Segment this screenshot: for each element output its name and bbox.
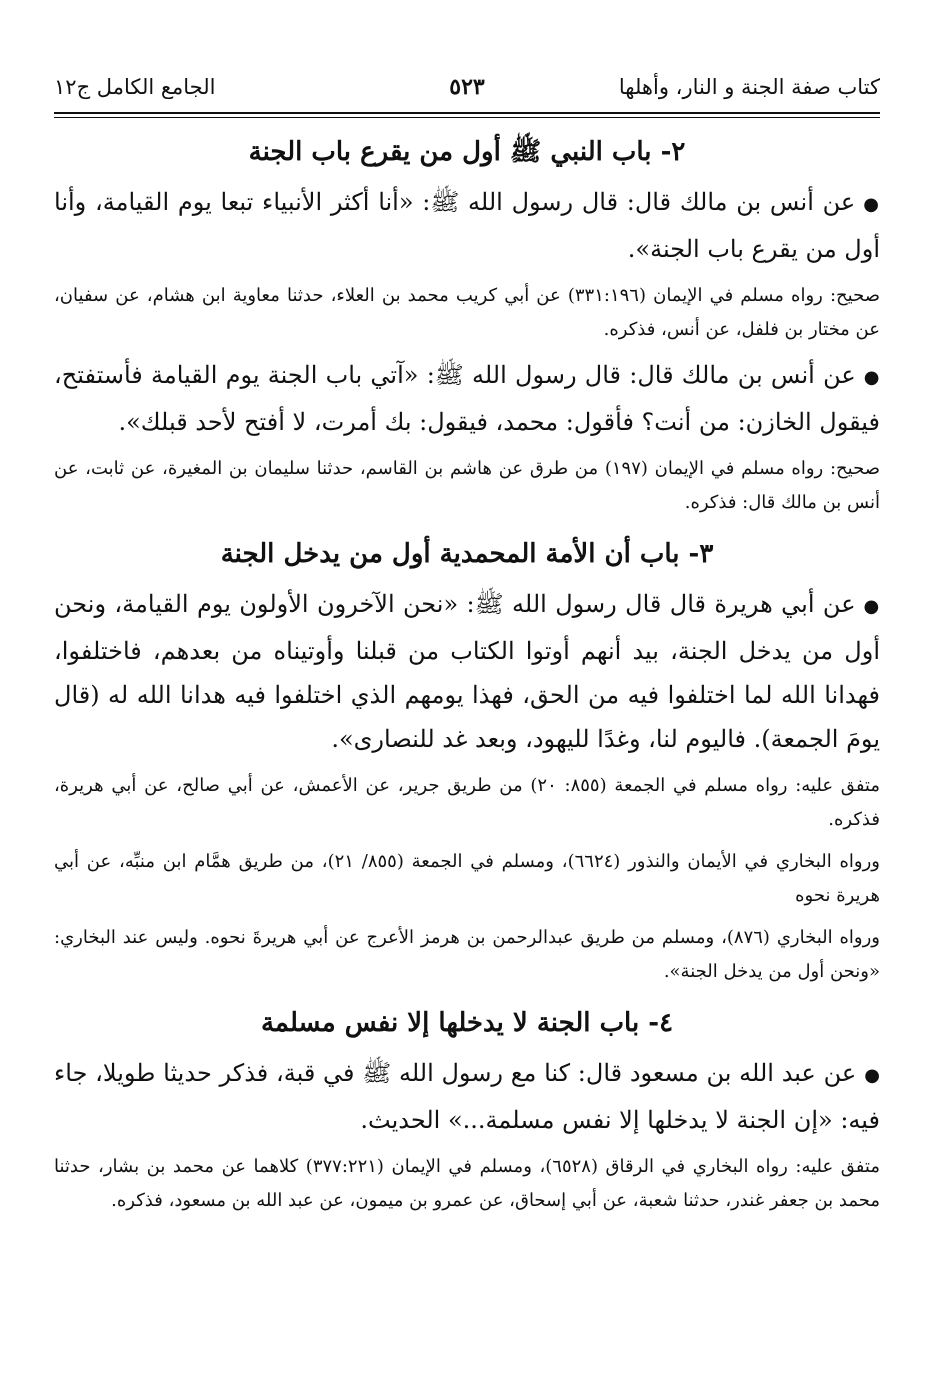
hadith-takhrij: ورواه البخاري في الأيمان والنذور (٦٦٢٤)، ومسلم في الجمعة (٨٥٥/ ٢١)، من طريق همَّام ابن منبِّه، عن أبي هريرة نحوه bbox=[54, 851, 880, 906]
hadith-takhrij: صحيح: رواه مسلم في الإيمان (١٩٧) من طرق عن هاشم بن القاسم، حدثنا سليمان بن المغيرة، عن ثابت، عن أنس بن مالك قال: فذكره. bbox=[54, 458, 880, 513]
hadith-text bbox=[54, 353, 880, 444]
bullet-icon: ● bbox=[863, 194, 880, 215]
section-heading: ٤- باب الجنة لا يدخلها إلا نفس مسلمة bbox=[260, 1008, 674, 1038]
section-heading: ٣- باب أن الأمة المحمدية أول من يدخل الجنة bbox=[220, 539, 714, 569]
header-rule-thick bbox=[54, 112, 880, 114]
hadith-text bbox=[54, 1051, 880, 1142]
hadith-takhrij: صحيح: رواه مسلم في الإيمان (٣٣١:١٩٦) عن أبي كريب محمد بن العلاء، حدثنا معاوية ابن هشام، عن سفيان، عن مختار بن فلفل، عن أنس، فذكره. bbox=[54, 285, 880, 340]
hadith-takhrij: ورواه البخاري (٨٧٦)، ومسلم من طريق عبدالرحمن بن هرمز الأعرج عن أبي هريرةَ نحوه. وليس عند البخاري: «ونحن أول من يدخل الجنة». bbox=[54, 927, 880, 982]
hadith-body: عن أنس بن مالك قال: قال رسول الله ﷺ: «أنا أكثر الأنبياء تبعا يوم القيامة، وأنا أول من يقرع باب الجنة». bbox=[54, 188, 880, 263]
header-book-title: الجامع الكامل ج١٢ bbox=[54, 75, 216, 99]
hadith-body: عن أنس بن مالك قال: قال رسول الله ﷺ: «آتي باب الجنة يوم القيامة فأستفتح، فيقول الخازن: من أنت؟ فأقول: محمد، فيقول: بك أمرت، لا أفتح لأحد قبلك». bbox=[54, 361, 880, 436]
header-chapter-title: كتاب صفة الجنة و النار، وأهلها bbox=[618, 75, 880, 99]
bullet-icon: ● bbox=[863, 596, 880, 617]
hadith-takhrij: متفق عليه: رواه مسلم في الجمعة (٨٥٥: ٢٠) من طريق جرير، عن الأعمش، عن أبي صالح، عن أبي هريرة، فذكره. bbox=[54, 775, 880, 830]
section-heading: ٢- باب النبي ﷺ أول من يقرع باب الجنة bbox=[248, 137, 686, 167]
running-header bbox=[54, 68, 880, 106]
header-rule-thin bbox=[54, 117, 880, 118]
bullet-icon: ● bbox=[864, 1065, 880, 1086]
hadith-body: عن أبي هريرة قال قال رسول الله ﷺ: «نحن الآخرون الأولون يوم القيامة، ونحن أول من يدخل الجنة، بيد أنهم أوتوا الكتاب من قبلنا وأوتيناه من بعدهم، فاختلفوا، فهدانا الله لما اختلفوا فيه من الحق، فهذا يومهم الذي اختلفوا فيه هدانا الله له (قال يومَ الجمعة). فاليوم لنا، وغدًا لليهود، وبعد غد للنصارى». bbox=[54, 590, 880, 753]
page-number: ٥٢٣ bbox=[449, 74, 485, 100]
hadith-text bbox=[54, 180, 880, 271]
hadith-takhrij: متفق عليه: رواه البخاري في الرقاق (٦٥٢٨)، ومسلم في الإيمان (٣٧٧:٢٢١) كلاهما عن محمد بن بشار، حدثنا محمد بن جعفر غندر، حدثنا شعبة، عن أبي إسحاق، عن عمرو بن ميمون، عن عبد الله بن مسعود، فذكره. bbox=[54, 1156, 880, 1211]
hadith-text bbox=[54, 582, 880, 761]
hadith-body: عن عبد الله بن مسعود قال: كنا مع رسول الله ﷺ في قبة، فذكر حديثا طويلا، جاء فيه: «إن الجنة لا يدخلها إلا نفس مسلمة...» الحديث. bbox=[54, 1059, 880, 1134]
bullet-icon: ● bbox=[863, 367, 880, 388]
